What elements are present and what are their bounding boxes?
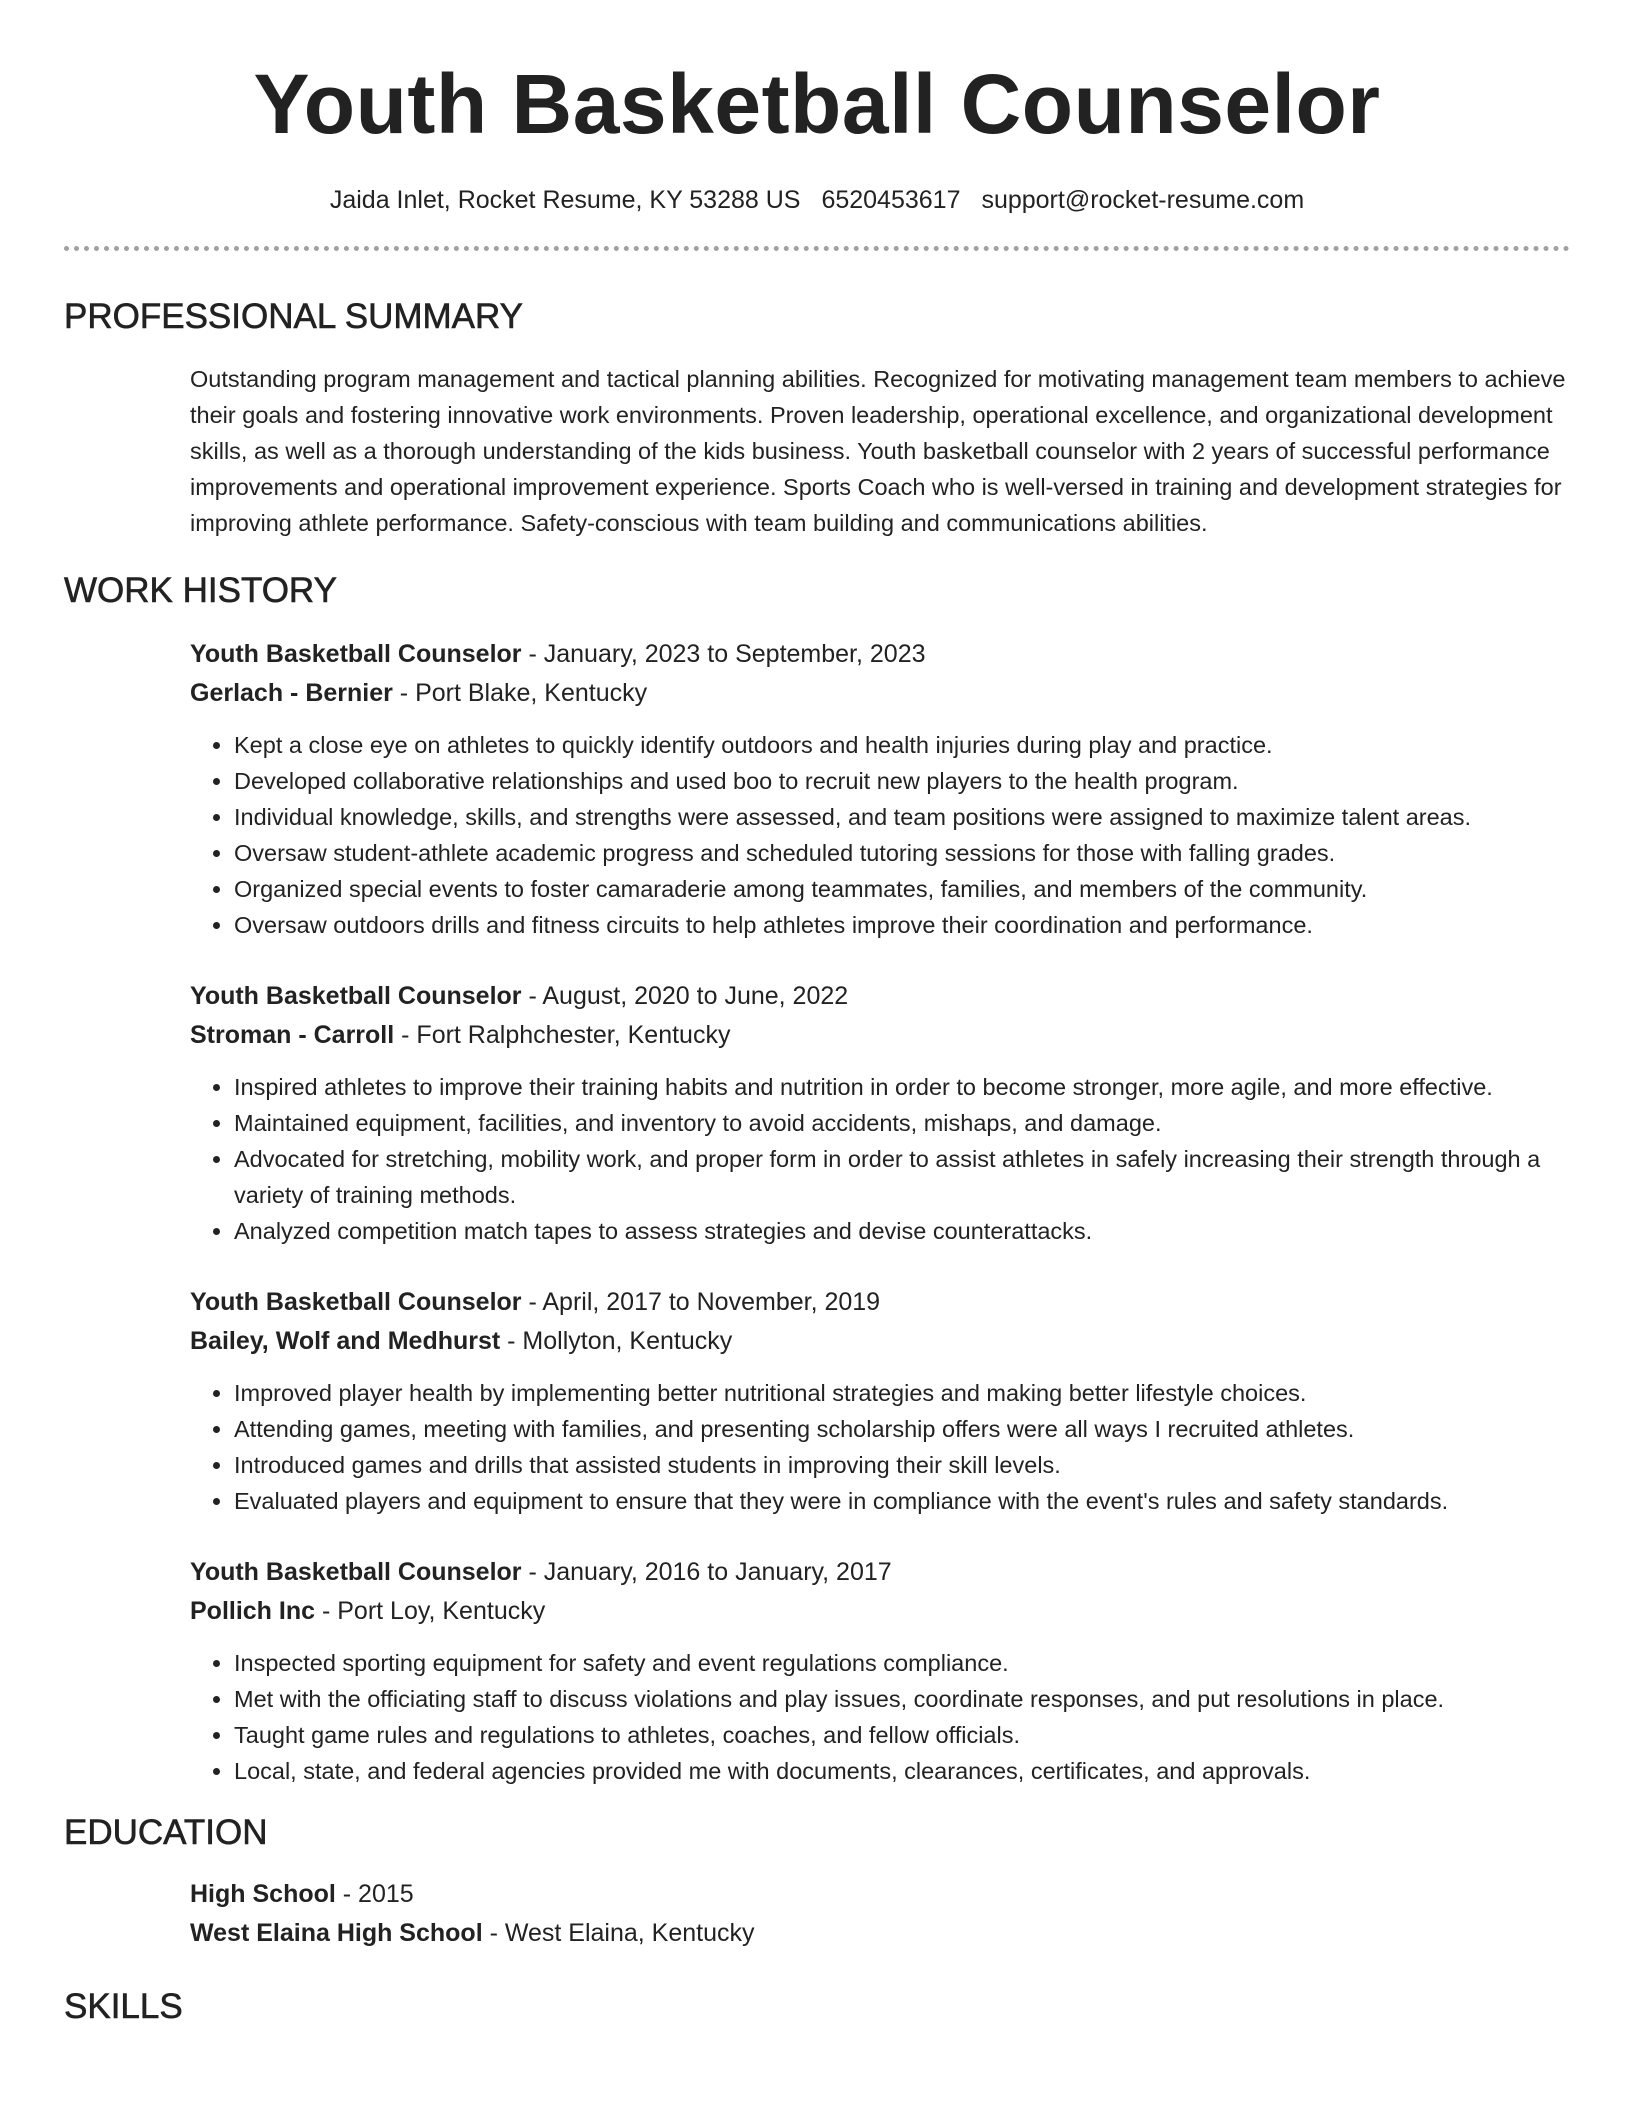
summary-heading: PROFESSIONAL SUMMARY bbox=[64, 297, 523, 336]
job-title-line bbox=[190, 977, 1570, 1016]
bullet-item: • Improved player health by implementing better nutritional strategies and making better lifestyle choices. bbox=[234, 1375, 1570, 1411]
education-year: - 2015 bbox=[335, 1880, 414, 1908]
job-company: Pollich Inc bbox=[190, 1597, 316, 1625]
job-company: Bailey, Wolf and Medhurst bbox=[190, 1327, 501, 1355]
education-entry bbox=[190, 1875, 1570, 1953]
bullet-item: • Introduced games and drills that assisted students in improving their skill levels. bbox=[234, 1447, 1570, 1483]
job-company-line bbox=[190, 1016, 1570, 1055]
education-degree: High School bbox=[190, 1880, 336, 1908]
job-company: Gerlach - Bernier bbox=[190, 679, 393, 707]
bullet-item: • Individual knowledge, skills, and strengths were assessed, and team positions were assigned to maximize talent areas. bbox=[234, 799, 1570, 835]
job-company-line bbox=[190, 1322, 1570, 1361]
summary-text: Outstanding program management and tactical planning abilities. Recognized for motivating management team members to achieve their goals and fostering innovative work environments. Proven leadership, operational excellence, and organizational development skills, as well as a thorough understanding of the kids business. Youth basketball counselor with 2 years of successful performance improvements and operational improvement experience. Sports Coach who is well-versed in training and development strategies for improving athlete performance. Safety-conscious with team building and communications abilities. bbox=[190, 366, 1566, 536]
skills-heading: SKILLS bbox=[64, 1987, 183, 2026]
job-company-line bbox=[190, 1592, 1570, 1631]
bullet-item: • Local, state, and federal agencies provided me with documents, clearances, certificates, and approvals. bbox=[234, 1753, 1570, 1789]
job-dates: - January, 2016 to January, 2017 bbox=[521, 1558, 892, 1586]
job-title-line bbox=[190, 635, 1570, 674]
job-entry bbox=[190, 1283, 1570, 1519]
job-position: Youth Basketball Counselor bbox=[190, 1558, 522, 1586]
work-history-list bbox=[190, 635, 1570, 1789]
job-location: - Fort Ralphchester, Kentucky bbox=[394, 1021, 731, 1049]
bullet-item: • Kept a close eye on athletes to quickly identify outdoors and health injuries during play and practice. bbox=[234, 727, 1570, 763]
job-entry bbox=[190, 1553, 1570, 1789]
job-dates: - August, 2020 to June, 2022 bbox=[521, 982, 849, 1010]
job-location: - Port Blake, Kentucky bbox=[392, 679, 648, 707]
bullet-item: • Taught game rules and regulations to athletes, coaches, and fellow officials. bbox=[234, 1717, 1570, 1753]
education-heading: EDUCATION bbox=[64, 1813, 268, 1852]
job-company-line bbox=[190, 674, 1570, 713]
job-company: Stroman - Carroll bbox=[190, 1021, 395, 1049]
bullet-item: • Maintained equipment, facilities, and inventory to avoid accidents, mishaps, and damage. bbox=[234, 1105, 1570, 1141]
bullet-item: • Inspired athletes to improve their training habits and nutrition in order to become stronger, more agile, and more effective. bbox=[234, 1069, 1570, 1105]
contact-line bbox=[64, 182, 1570, 218]
resume-page bbox=[64, 0, 1570, 2029]
job-entry bbox=[190, 977, 1570, 1249]
job-bullets bbox=[190, 727, 1570, 943]
job-title-line bbox=[190, 1283, 1570, 1322]
education-school-line bbox=[190, 1914, 1570, 1953]
education-school: West Elaina High School bbox=[190, 1919, 483, 1947]
resume-name: Youth Basketball Counselor bbox=[253, 57, 1381, 151]
bullet-item: • Advocated for stretching, mobility work, and proper form in order to assist athletes in safely increasing their strength through a variety of training methods. bbox=[234, 1141, 1570, 1213]
bullet-item: • Inspected sporting equipment for safety and event regulations compliance. bbox=[234, 1645, 1570, 1681]
bullet-item: • Met with the officiating staff to discuss violations and play issues, coordinate responses, and put resolutions in place. bbox=[234, 1681, 1570, 1717]
bullet-item: • Attending games, meeting with families, and presenting scholarship offers were all ways I recruited athletes. bbox=[234, 1411, 1570, 1447]
education-location: - West Elaina, Kentucky bbox=[482, 1919, 755, 1947]
job-dates: - January, 2023 to September, 2023 bbox=[521, 640, 926, 668]
education-degree-line bbox=[190, 1875, 1570, 1914]
job-position: Youth Basketball Counselor bbox=[190, 982, 522, 1010]
job-bullets bbox=[190, 1069, 1570, 1249]
job-location: - Mollyton, Kentucky bbox=[500, 1327, 733, 1355]
bullet-item: • Organized special events to foster camaraderie among teammates, families, and members of the community. bbox=[234, 871, 1570, 907]
job-dates: - April, 2017 to November, 2019 bbox=[521, 1288, 881, 1316]
bullet-item: • Analyzed competition match tapes to assess strategies and devise counterattacks. bbox=[234, 1213, 1570, 1249]
job-bullets bbox=[190, 1375, 1570, 1519]
bullet-item: • Evaluated players and equipment to ensure that they were in compliance with the event's rules and safety standards. bbox=[234, 1483, 1570, 1519]
contact-phone: 6520453617 bbox=[821, 186, 961, 214]
job-title-line bbox=[190, 1553, 1570, 1592]
job-bullets bbox=[190, 1645, 1570, 1789]
job-location: - Port Loy, Kentucky bbox=[315, 1597, 546, 1625]
bullet-item: • Oversaw student-athlete academic progress and scheduled tutoring sessions for those with falling grades. bbox=[234, 835, 1570, 871]
contact-address: Jaida Inlet, Rocket Resume, KY 53288 US bbox=[329, 186, 801, 214]
job-entry bbox=[190, 635, 1570, 943]
bullet-item: • Oversaw outdoors drills and fitness circuits to help athletes improve their coordination and performance. bbox=[234, 907, 1570, 943]
job-position: Youth Basketball Counselor bbox=[190, 640, 522, 668]
job-position: Youth Basketball Counselor bbox=[190, 1288, 522, 1316]
work-history-heading: WORK HISTORY bbox=[64, 571, 337, 610]
contact-email: support@rocket-resume.com bbox=[981, 186, 1305, 214]
header-divider bbox=[64, 246, 1570, 251]
bullet-item: • Developed collaborative relationships and used boo to recruit new players to the health program. bbox=[234, 763, 1570, 799]
